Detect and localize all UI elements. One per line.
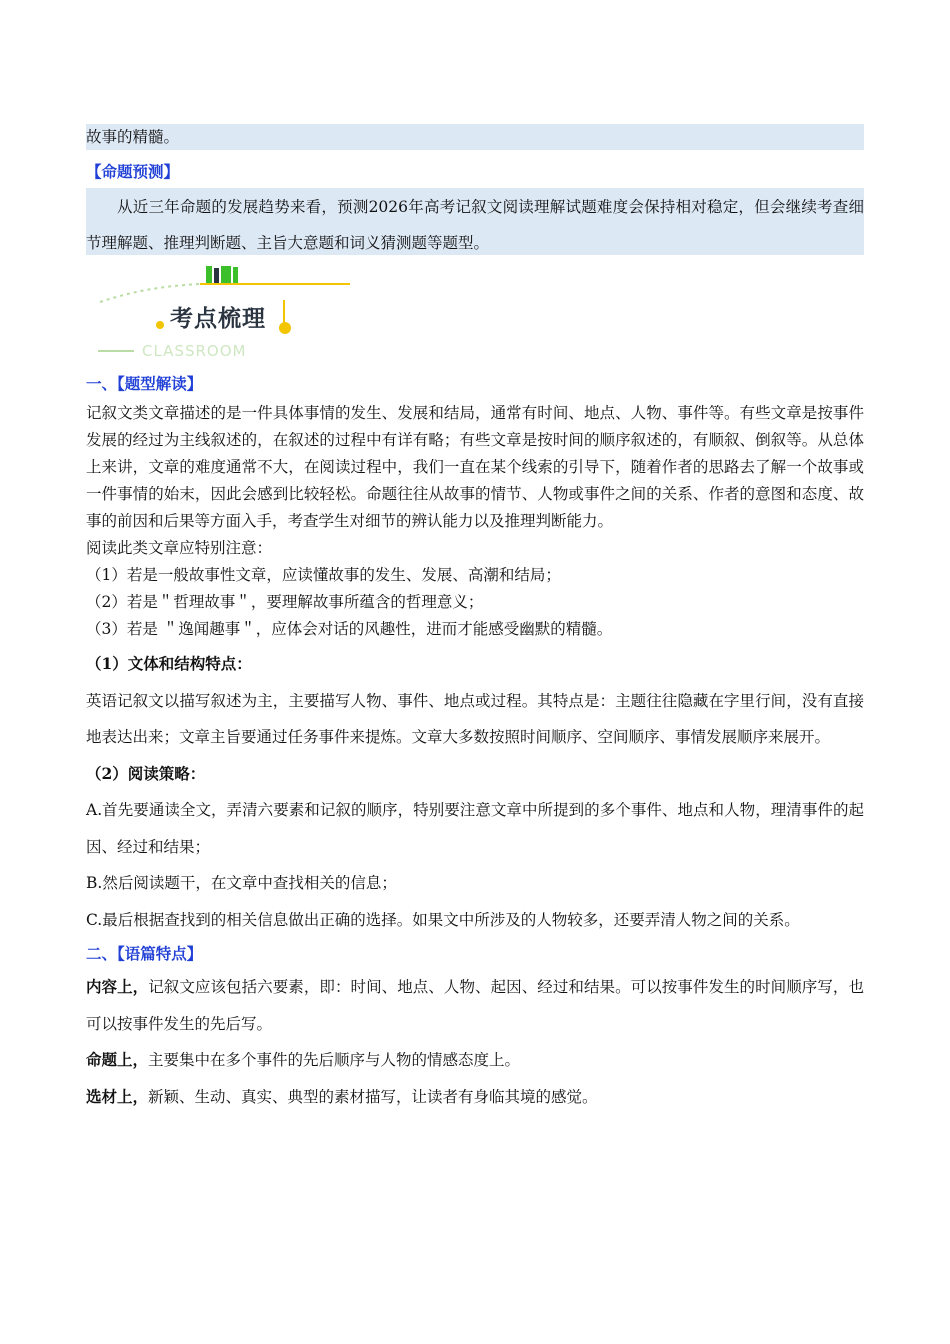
yellow-dot-icon	[156, 321, 164, 329]
banner-subtitle: CLASSROOM	[142, 342, 247, 360]
feature-label: 内容上，	[86, 977, 149, 996]
section1-heading: 一、【题型解读】	[86, 374, 203, 393]
banner-title: 考点梳理	[170, 306, 266, 332]
feature-item	[86, 969, 864, 1042]
sub1-text: 英语记叙文以描写叙述为主，主要描写人物、事件、地点或过程。其特点是：主题往往隐藏在字里行间，没有直接地表达出来；文章主旨要通过任务事件来提炼。文章大多数按照时间顺序、空间顺序、事情发展顺序来展开。	[86, 691, 864, 746]
classroom-banner	[90, 262, 360, 362]
strategy-item: A.首先要通读全文，弄清六要素和记叙的顺序，特别要注意文章中所提到的多个事件、地点和人物，理清事件的起因、经过和结果；	[86, 801, 864, 856]
section2-heading: 二、【语篇特点】	[86, 944, 203, 963]
carryover-text: 故事的精髓。	[86, 124, 864, 150]
note-item: （2）若是＂哲理故事＂，要理解故事所蕴含的哲理意义；	[86, 593, 484, 611]
feature-text: 新颖、生动、真实、典型的素材描写，让读者有身临其境的感觉。	[148, 1087, 598, 1106]
feature-item	[86, 1079, 864, 1116]
sub2-heading: （2）阅读策略：	[86, 763, 206, 783]
section1-note-lead: 阅读此类文章应特别注意：	[86, 539, 273, 557]
sub1-heading: （1）文体和结构特点：	[86, 654, 252, 673]
feature-text: 主要集中在多个事件的先后顺序与人物的情感态度上。	[148, 1051, 521, 1069]
strategy-item: B.然后阅读题干，在文章中查找相关的信息；	[86, 874, 397, 892]
strategy-item: C.最后根据查找到的相关信息做出正确的选择。如果文中所涉及的人物较多，还要弄清人物之间的关系。	[86, 910, 800, 929]
prediction-heading: 【命题预测】	[86, 162, 180, 181]
section1-intro: 记叙文类文章描述的是一件具体事情的发生、发展和结局，通常有时间、地点、人物、事件等。有些文章是按事件发展的经过为主线叙述的，在叙述的过程中有详有略；有些文章是按时间的顺序叙述的，有顺叙、倒叙等。从总体上来讲，文章的难度通常不大，在阅读过程中，我们一直在某个线索的引导下，随着作者的思路去了解一个故事或一件事情的始末，因此会感到比较轻松。命题往往从故事的情节、人物或事件之间的关系、作者的意图和态度、故事的前因和后果等方面入手，考查学生对细节的辨认能力以及推理判断能力。	[86, 404, 864, 530]
feature-text: 记叙文应该包括六要素，即：时间、地点、人物、起因、经过和结果。可以按事件发生的时间顺序写，也可以按事件发生的先后写。	[86, 978, 864, 1033]
note-item: （1）若是一般故事性文章，应读懂故事的发生、发展、高潮和结局；	[86, 566, 561, 584]
prediction-text: 从近三年命题的发展趋势来看，预测2026年高考记叙文阅读理解试题难度会保持相对稳定，但会继续考查细节理解题、推理判断题、主旨大意题和词义猜测题等题型。	[86, 188, 864, 255]
feature-item	[86, 1042, 864, 1079]
note-item: （3）若是 ＂逸闻趣事＂，应体会对话的风趣性，进而才能感受幽默的精髓。	[86, 620, 613, 638]
feature-label: 选材上，	[86, 1086, 149, 1106]
books-icon	[206, 266, 238, 283]
feature-label: 命题上，	[86, 1050, 149, 1069]
